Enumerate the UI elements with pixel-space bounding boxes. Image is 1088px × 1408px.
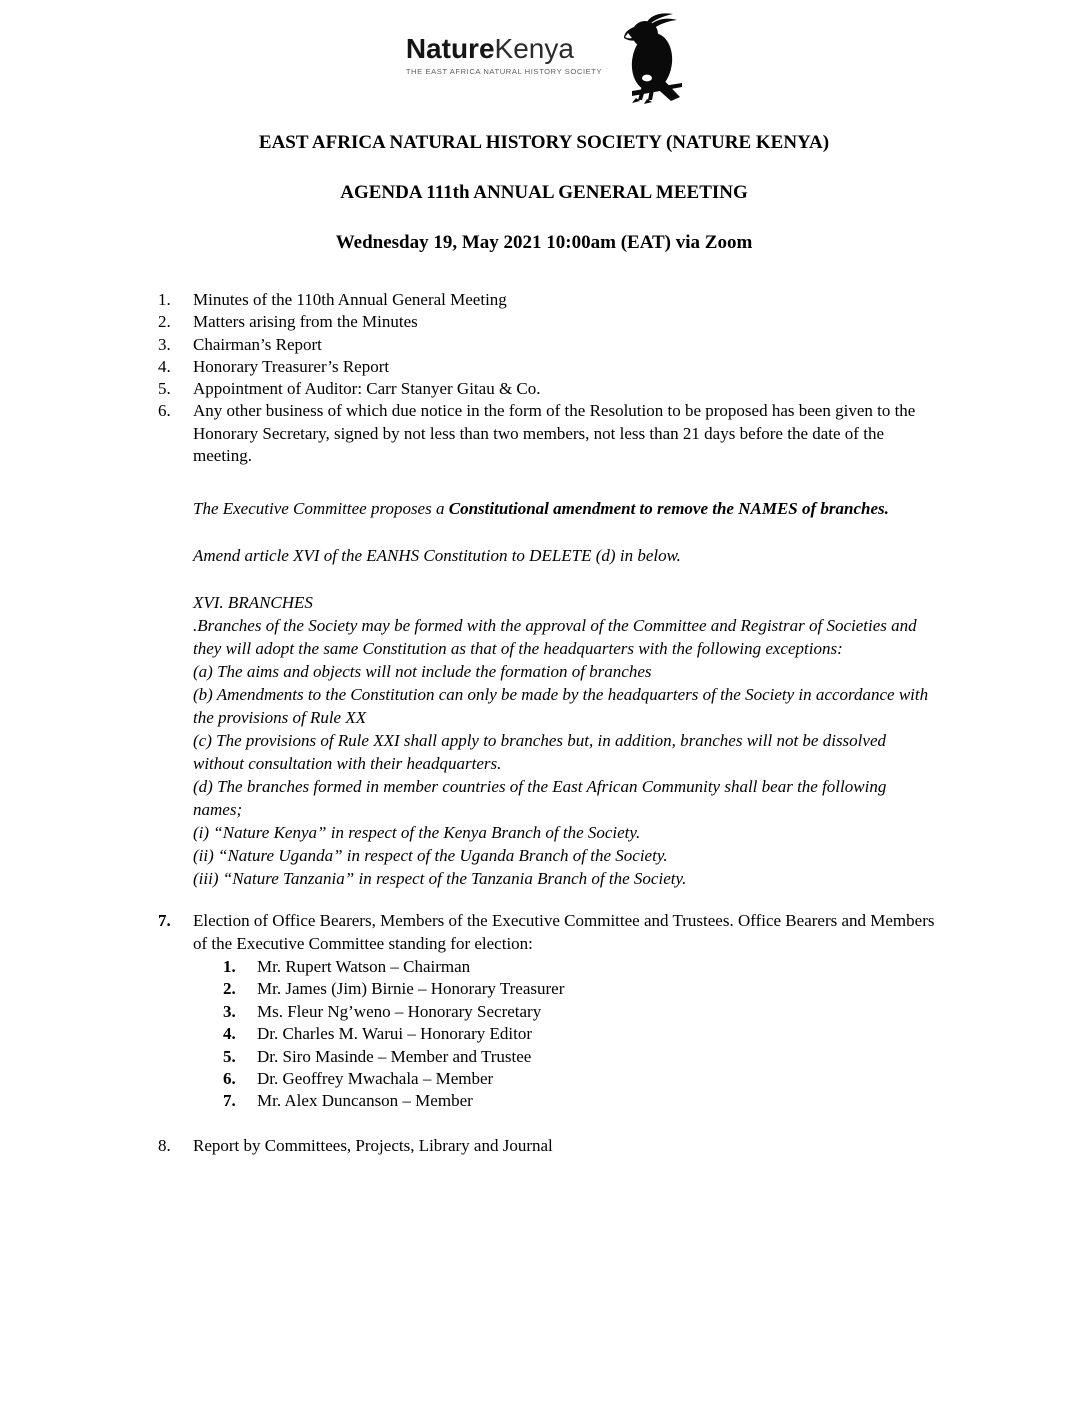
amendment-note: Amend article XVI of the EANHS Constitution to DELETE (d) in below. <box>193 546 681 566</box>
clause-d-i: (i) “Nature Kenya” in respect of the Kenya Branch of the Society. <box>193 823 641 843</box>
candidate-1 <box>223 956 938 978</box>
article-xvi <box>193 591 938 890</box>
logo-brand-text <box>406 35 602 63</box>
candidates-list <box>223 956 938 1113</box>
agenda-item-2 <box>158 311 938 333</box>
item-number: 4. <box>158 356 171 376</box>
item-text: Honorary Treasurer’s Report <box>193 356 390 376</box>
item-text: Any other business of which due notice in the form of the Resolution to be proposed has been given to the Honorary Secretary, signed by not less than two members, not less than 21 days before the date of the meeting. <box>193 401 916 466</box>
item-number: 1. <box>158 290 171 309</box>
item-number: 7. <box>158 911 171 931</box>
candidate-number: 1. <box>223 956 236 976</box>
clause-d-iii: (iii) “Nature Tanzania” in respect of the Tanzania Branch of the Society. <box>193 869 687 889</box>
turaco-bird-icon <box>616 12 682 104</box>
logo-tagline: THE EAST AFRICA NATURAL HISTORY SOCIETY <box>405 67 603 76</box>
item-text: Chairman’s Report <box>193 334 322 354</box>
proposal-emphasis: Constitutional amendment to remove the NAMES of branches. <box>448 499 889 519</box>
candidate-number: 4. <box>223 1024 236 1044</box>
agenda-item-4 <box>158 356 938 378</box>
clause-d-ii: (ii) “Nature Uganda” in respect of the Uganda Branch of the Society. <box>193 846 668 866</box>
candidate-4 <box>223 1023 938 1045</box>
clause-d: (d) The branches formed in member countries of the East African Community shall bear the following names; <box>193 777 887 820</box>
clause-c: (c) The provisions of Rule XXI shall apply to branches but, in addition, branches will not be dissolved without consultation with their headquarters. <box>193 731 886 774</box>
logo-brand-light: Kenya <box>494 33 574 64</box>
candidate-text: Ms. Fleur Ng’weno – Honorary Secretary <box>257 1001 542 1021</box>
agenda-content <box>0 254 1088 1157</box>
item-text: Minutes of the 110th Annual General Meeting <box>193 290 507 309</box>
nature-kenya-logo <box>0 0 1088 108</box>
agenda-item-6 <box>158 400 938 467</box>
logo-brand-bold: Nature <box>405 33 495 64</box>
candidate-text: Dr. Siro Masinde – Member and Trustee <box>257 1046 532 1066</box>
item-text: Appointment of Auditor: Carr Stanyer Gitau & Co. <box>193 379 541 399</box>
item-number: 5. <box>158 379 171 399</box>
candidate-text: Mr. James (Jim) Birnie – Honorary Treasurer <box>257 979 565 999</box>
item-number: 3. <box>158 334 171 354</box>
candidate-text: Mr. Alex Duncanson – Member <box>257 1091 473 1111</box>
proposal-prefix: The Executive Committee proposes a <box>193 499 449 519</box>
article-heading: XVI. BRANCHES <box>193 593 313 613</box>
amendment-section <box>193 497 938 890</box>
candidate-number: 3. <box>223 1001 236 1021</box>
candidate-7 <box>223 1090 938 1112</box>
candidate-text: Dr. Charles M. Warui – Honorary Editor <box>257 1024 532 1044</box>
agenda-item-5 <box>158 378 938 400</box>
agenda-item-8 <box>158 1135 938 1157</box>
document-title: EAST AFRICA NATURAL HISTORY SOCIETY (NATURE KENYA) <box>258 132 830 153</box>
agenda-item-3 <box>158 334 938 356</box>
article-intro: .Branches of the Society may be formed with the approval of the Committee and Registrar of Societies and they will adopt the same Constitution as that of the headquarters with the following exceptions: <box>193 616 917 659</box>
item-text: Matters arising from the Minutes <box>193 312 418 332</box>
candidate-6 <box>223 1068 938 1090</box>
candidate-text: Mr. Rupert Watson – Chairman <box>257 956 471 976</box>
clause-b: (b) Amendments to the Constitution can only be made by the headquarters of the Society in accordance with the provisions of Rule XX <box>193 685 929 728</box>
candidate-3 <box>223 1001 938 1023</box>
logo-wordmark <box>406 35 602 76</box>
item-number: 2. <box>158 312 171 332</box>
candidate-5 <box>223 1046 938 1068</box>
item-number: 6. <box>158 401 171 421</box>
item-text: Election of Office Bearers, Members of the Executive Committee and Trustees. Office Bearers and Members of the Executive Committee standing for election: <box>193 911 935 953</box>
agenda-item-1 <box>158 289 938 311</box>
agenda-item-7 <box>158 910 938 955</box>
agenda-list <box>158 289 938 467</box>
amendment-proposal <box>193 497 938 520</box>
candidate-number: 6. <box>223 1069 236 1088</box>
candidate-text: Dr. Geoffrey Mwachala – Member <box>257 1069 494 1088</box>
candidate-number: 5. <box>223 1046 236 1066</box>
item-text: Report by Committees, Projects, Library and Journal <box>193 1135 553 1155</box>
meeting-dateline: Wednesday 19, May 2021 10:00am (EAT) via Zoom <box>335 232 753 253</box>
document-subtitle: AGENDA 111th ANNUAL GENERAL MEETING <box>340 182 748 203</box>
clause-a: (a) The aims and objects will not include the formation of branches <box>193 662 652 682</box>
item-number: 8. <box>158 1135 171 1155</box>
candidate-number: 2. <box>223 979 236 999</box>
candidate-2 <box>223 978 938 1000</box>
candidate-number: 7. <box>223 1091 236 1111</box>
